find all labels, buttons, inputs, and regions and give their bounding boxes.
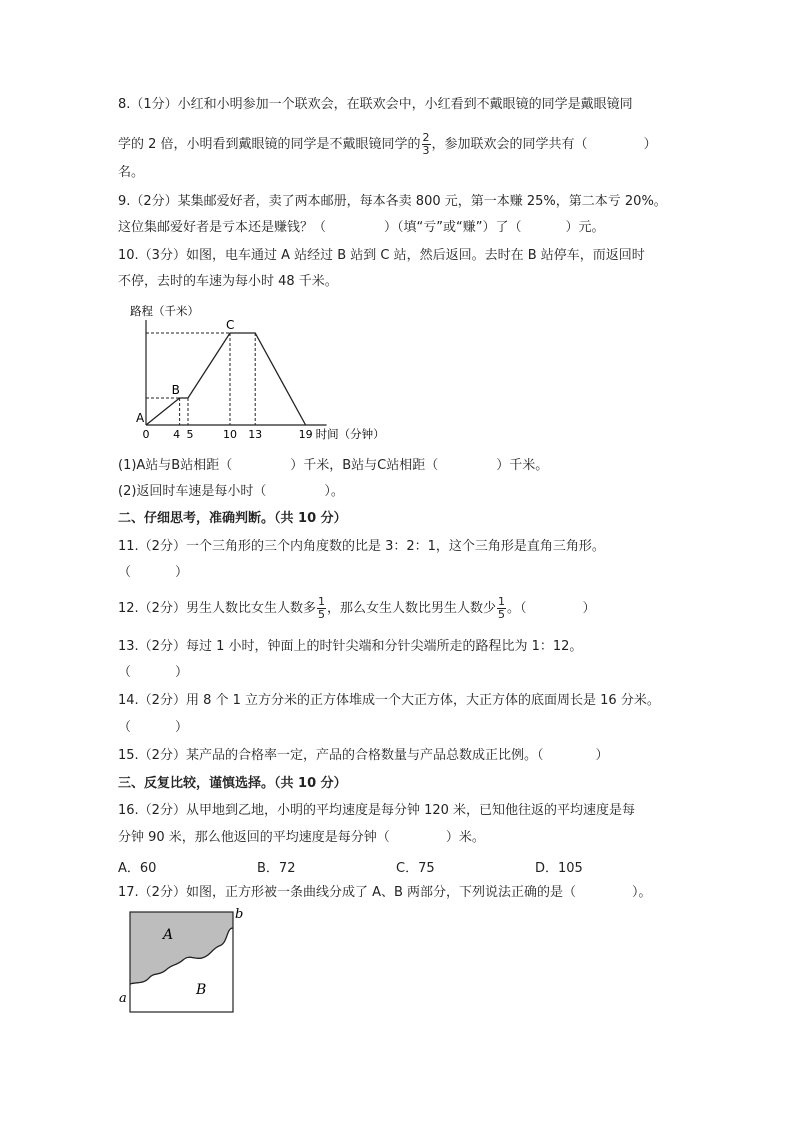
q9-text-a: 这位集邮爱好者是亏本还是赚钱？（ [118, 220, 327, 235]
q12-frac1-den: 5 [317, 608, 325, 621]
q15-text-b: ） [595, 748, 609, 763]
region-a-shaded [130, 912, 233, 984]
q13-answer [118, 664, 188, 682]
section3-heading: 三、反复比较，谨慎选择。（共 10 分） [118, 776, 347, 791]
q11-line1: 11.（2分）一个三角形的三个内角度数的比是 3：2：1，这个三角形是直角三角形。 [118, 539, 605, 554]
x-tick-label-5: 5 [186, 428, 194, 441]
x-tick-label-19: 19 [298, 428, 313, 441]
q9-text-b: ）（填“亏”或“赚”）了（ [384, 220, 522, 235]
q14-paren-close: ） [175, 720, 189, 735]
q10-sub2-text-a: (2)返回时车速是每小时（ [118, 484, 267, 499]
q8-line2-text-b: ，参加联欢会的同学共有（ [431, 137, 588, 152]
q8-frac-den: 3 [422, 144, 430, 157]
q10-sub2 [118, 483, 344, 501]
q11-paren-open: （ [118, 565, 132, 580]
q16-text-a: 分钟 90 米，那么他返回的平均速度是每分钟（ [118, 830, 390, 845]
q8-line2-text-a: 学的 2 倍，小明看到戴眼镜的同学是不戴眼镜同学的 [118, 137, 421, 152]
q12-line [118, 596, 596, 621]
point-label-A: A [136, 411, 145, 425]
x-tick-label-4: 4 [173, 428, 181, 441]
label-region-a: A [163, 927, 174, 943]
y-axis-label: 路程（千米） [130, 304, 199, 318]
q13-paren-open: （ [118, 665, 132, 680]
label-point-a: a [119, 991, 127, 1006]
q16-option-d[interactable]: D．105 [535, 861, 583, 876]
q11-paren-close: ） [175, 565, 189, 580]
point-label-C: C [226, 318, 235, 332]
label-region-b: B [196, 982, 207, 998]
q16-text-b: ）米。 [445, 830, 485, 845]
q8-frac-num: 2 [422, 131, 430, 144]
q17-text-b: ）。 [632, 885, 652, 900]
q14-paren-open: （ [118, 720, 132, 735]
x-tick-label-0: 0 [142, 428, 150, 441]
q16-option-c[interactable]: C．75 [396, 861, 435, 876]
q12-text-a: 12.（2分）男生人数比女生人数多 [118, 601, 316, 616]
section2-heading: 二、仔细思考，准确判断。（共 10 分） [118, 511, 347, 526]
q17-line [118, 884, 652, 902]
distance-time-chart [118, 300, 418, 450]
q8-line2-text-c: ） [643, 137, 657, 152]
q11-answer [118, 564, 188, 582]
q16-line1: 16.（2分）从甲地到乙地，小明的平均速度是每分钟 120 米，已知他往返的平均速度是每 [118, 803, 636, 818]
q8-line3: 名。 [118, 165, 145, 180]
q12-frac2-den: 5 [497, 608, 505, 621]
q10-sub1-text-a: (1)A站与B站相距（ [118, 458, 233, 473]
square-curve-figure [116, 906, 246, 1018]
x-tick-label-13: 13 [248, 428, 263, 441]
x-axis-label: 时间（分钟） [315, 427, 385, 441]
q14-answer [118, 719, 188, 737]
q13-paren-close: ） [175, 665, 189, 680]
series-line [146, 333, 306, 425]
q9-line1: 9.（2分）某集邮爱好者，卖了两本邮册，每本各卖 800 元，第一本赚 25%，第二本亏 20%。 [118, 194, 667, 209]
q10-line1: 10.（3分）如图，电车通过 A 站经过 B 站到 C 站，然后返回。去时在 B 站停车，而返回时 [118, 248, 645, 263]
q13-line1: 13.（2分）每过 1 小时，钟面上的时针尖端和分针尖端所走的路程比为 1：12。 [118, 639, 583, 654]
q16-option-a[interactable]: A．60 [118, 861, 157, 876]
q10-sub1-text-b: ）千米，B站与C站相距（ [290, 458, 439, 473]
q12-frac2-num: 1 [497, 595, 505, 608]
q14-line1: 14.（2分）用 8 个 1 立方分米的正方体堆成一个大正方体，大正方体的底面周长是 16 分米。 [118, 693, 660, 708]
label-point-b: b [235, 907, 244, 922]
q12-text-c: 。（ [506, 601, 527, 616]
q16-line2 [118, 829, 485, 847]
x-tick-label-10: 10 [223, 428, 237, 441]
q8-fraction [422, 132, 431, 157]
q10-line2: 不停，去时的车速为每小时 48 千米。 [118, 274, 338, 289]
q12-text-d: ） [582, 601, 596, 616]
point-label-B: B [171, 383, 180, 397]
q16-option-b[interactable]: B．72 [257, 861, 296, 876]
q12-text-b: ，那么女生人数比男生人数少 [326, 601, 496, 616]
q12-frac1-num: 1 [317, 595, 325, 608]
q17-text-a: 17.（2分）如图，正方形被一条曲线分成了 A、B 两部分，下列说法正确的是（ [118, 885, 577, 900]
q9-line2 [118, 219, 604, 237]
q10-sub1-text-c: ）千米。 [496, 458, 549, 473]
q12-fraction-1 [317, 596, 326, 621]
q8-line1: 8.（1分）小红和小明参加一个联欢会，在联欢会中，小红看到不戴眼镜的同学是戴眼镜同 [118, 97, 633, 112]
q10-sub2-text-b: ）。 [324, 484, 344, 499]
q9-text-c: ）元。 [565, 220, 605, 235]
q15-line [118, 747, 608, 765]
q12-fraction-2 [497, 596, 506, 621]
q10-sub1 [118, 457, 548, 475]
q8-line2 [118, 132, 657, 157]
q15-text-a: 15.（2分）某产品的合格率一定，产品的合格数量与产品总数成正比例。（ [118, 748, 544, 763]
